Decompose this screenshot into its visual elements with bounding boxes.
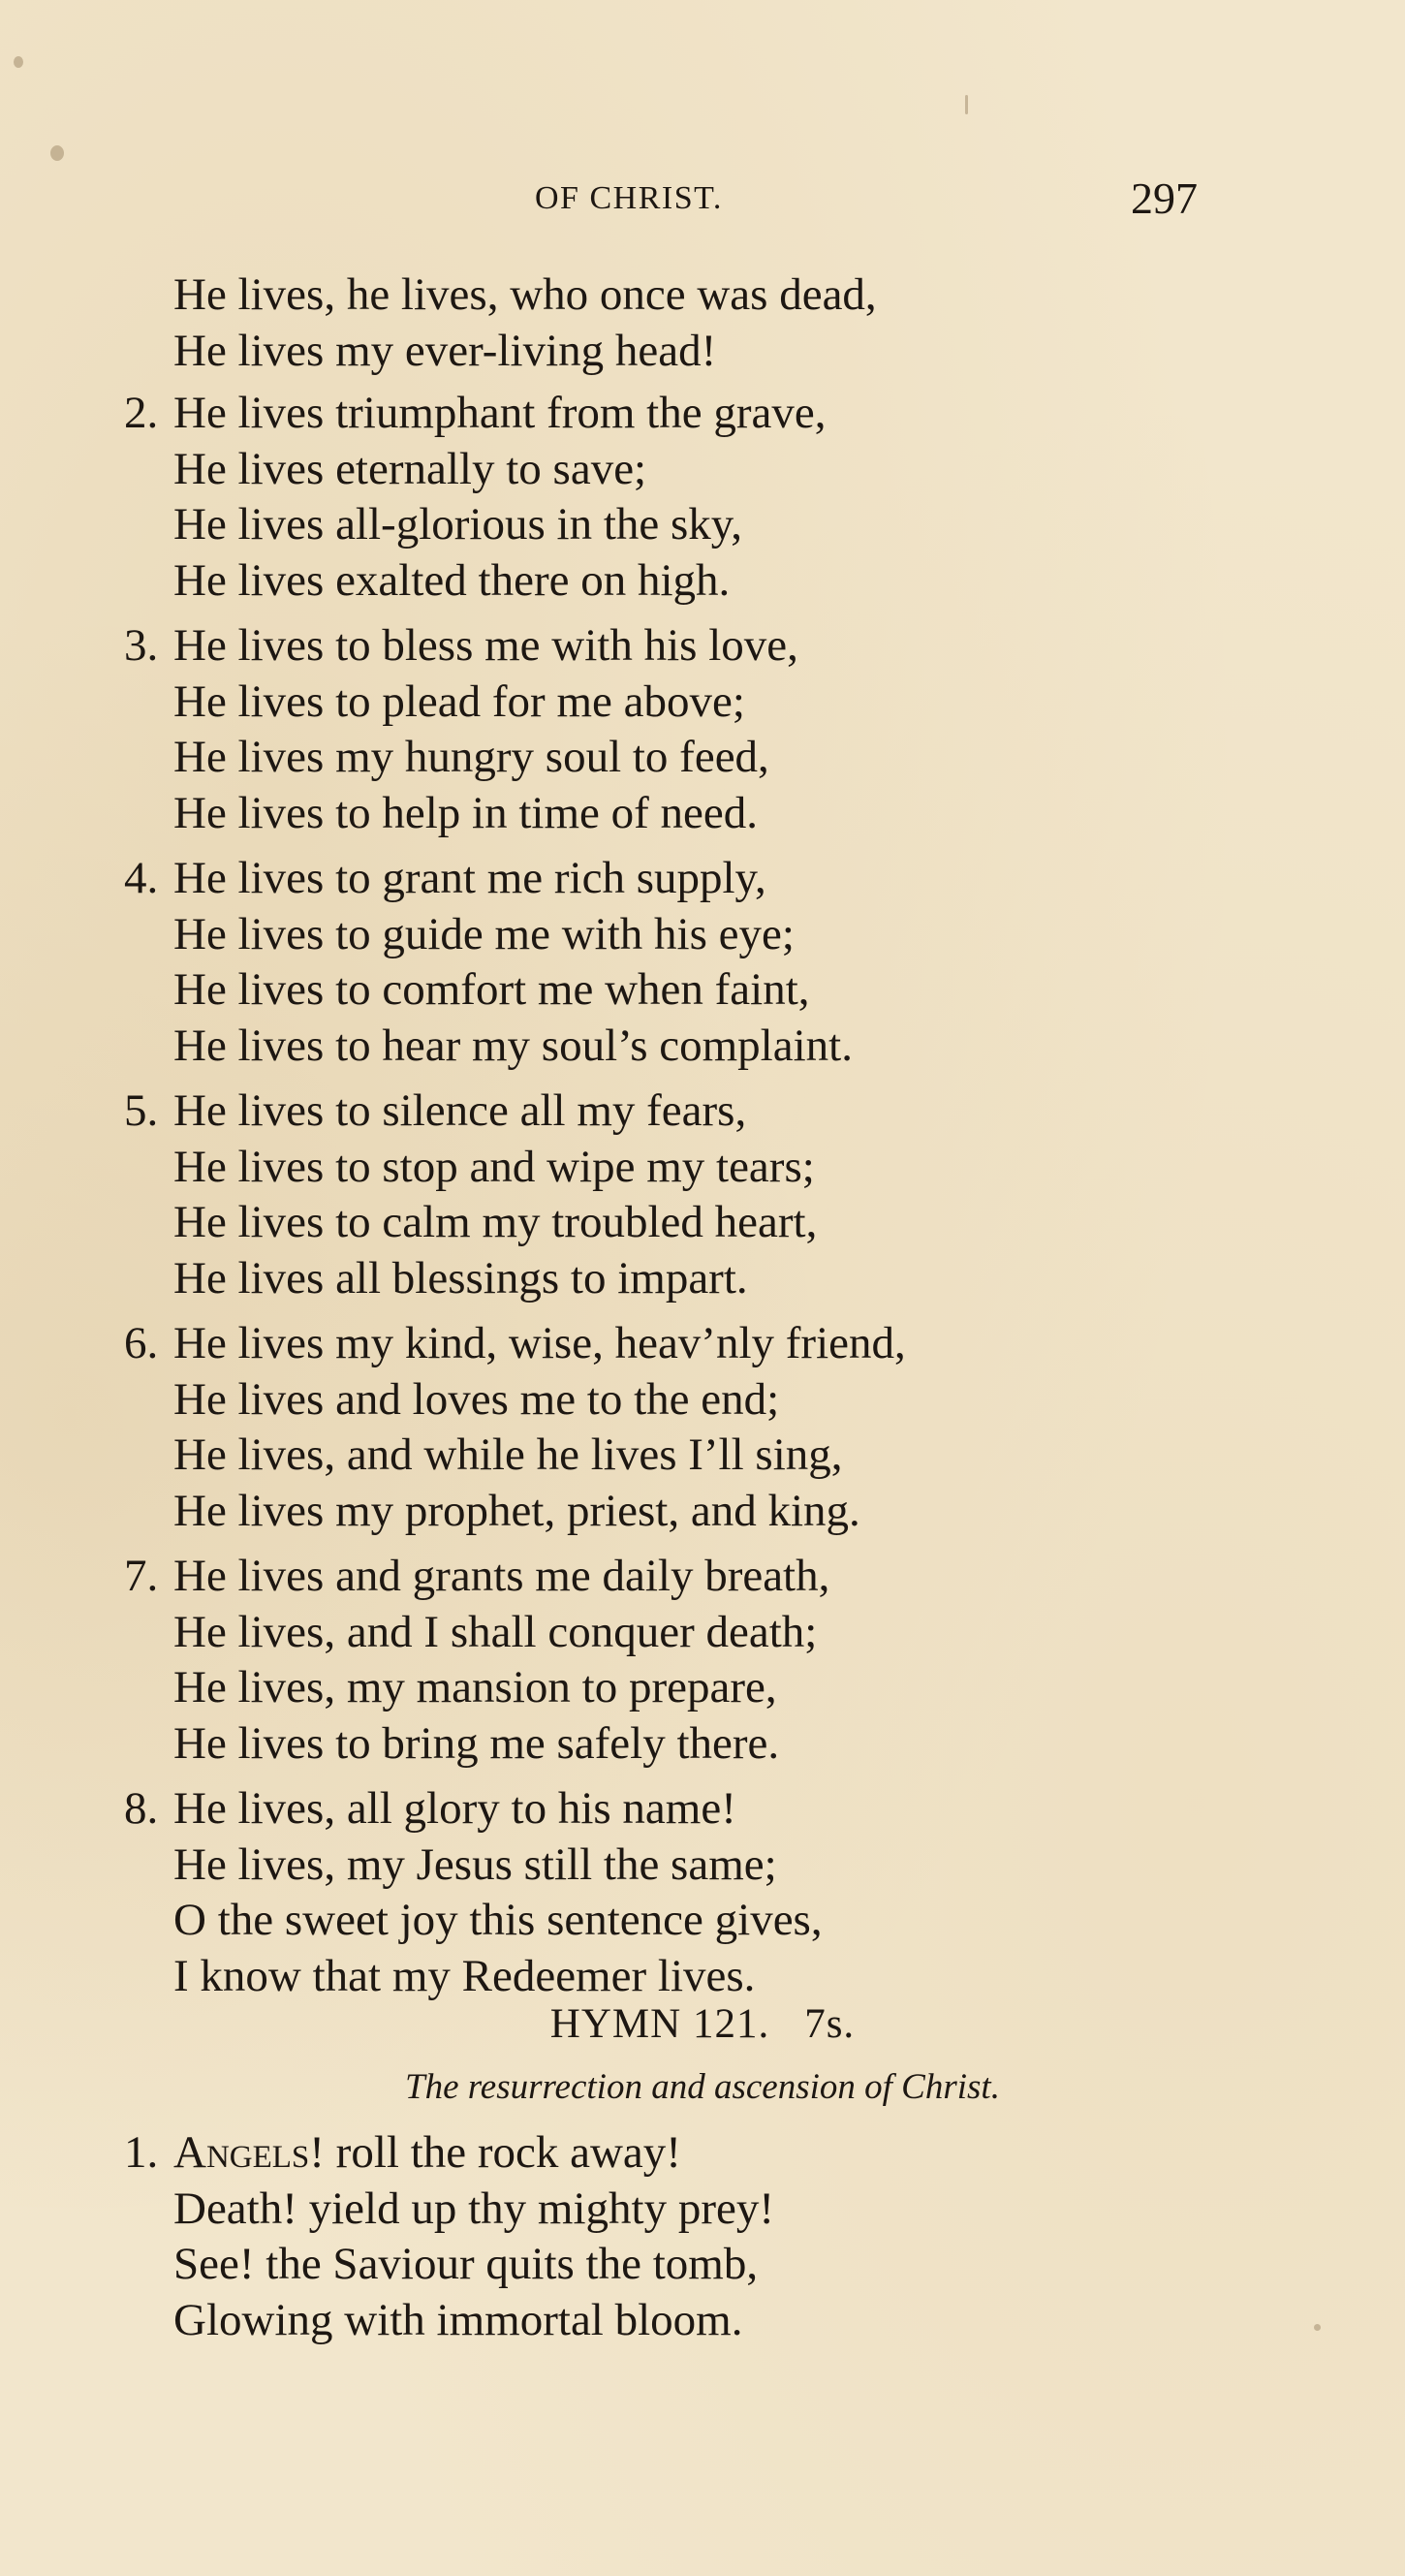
verse-line [124, 2293, 1326, 2349]
verse-line-text: He lives to guide me with his eye; [173, 908, 795, 959]
verse-number: 7. [124, 1551, 159, 1601]
verse-line-text: He lives to silence all my fears, [173, 1085, 747, 1136]
verse-number: 4. [124, 853, 159, 903]
verse-line [124, 1781, 1326, 1838]
verse-line-text: He lives to plead for me above; [173, 675, 745, 727]
stanza [124, 618, 1326, 841]
verse-number: 6. [124, 1318, 159, 1368]
verse-line-text: He lives to help in time of need. [173, 787, 759, 838]
verse-line [124, 1949, 1326, 2005]
hymn-heading [0, 2000, 1405, 2048]
verse-line [124, 553, 1326, 610]
verse-line-text: ! roll the rock away! [309, 2127, 681, 2178]
verse-line [124, 675, 1326, 731]
verse-number: 5. [124, 1085, 159, 1136]
verse-line [124, 2237, 1326, 2293]
verse-line-text: He lives triumphant from the grave, [173, 388, 827, 438]
verse-line-text: Glowing with immortal bloom. [173, 2294, 743, 2345]
verse-line [124, 1428, 1326, 1484]
verse-line-text: He lives all-glorious in the sky, [173, 499, 742, 550]
verse-line-text: He lives to grant me rich supply, [173, 853, 766, 903]
verse-line [124, 1605, 1326, 1661]
stanza [124, 1084, 1326, 1306]
verse-line [124, 786, 1326, 842]
stanza [124, 1781, 1326, 2004]
next-hymn-stanza [124, 2125, 1326, 2348]
hymn-number: HYMN 121. [549, 2001, 770, 2047]
opening-word: Angels [173, 2127, 310, 2178]
verse-line [124, 1019, 1326, 1075]
verse-line-text: He lives and grants me daily breath, [173, 1551, 830, 1601]
verse-line [124, 1838, 1326, 1894]
verse-line [124, 1084, 1326, 1140]
verse-line-text: See! the Saviour quits the tomb, [173, 2239, 759, 2289]
verse-line-text: He lives to bless me with his love, [173, 620, 798, 671]
verse-line [124, 497, 1326, 553]
verse-line-text: He lives my hungry soul to feed, [173, 732, 769, 782]
verse-line-text: He lives, my Jesus still the same; [173, 1838, 777, 1890]
verse-line [124, 386, 1326, 442]
stanza [124, 267, 1326, 379]
verse-line [124, 1893, 1326, 1949]
verse-number: 8. [124, 1783, 159, 1834]
verse-number: 3. [124, 620, 159, 671]
page-header [0, 171, 1405, 229]
stanza [124, 1549, 1326, 1772]
verse-line [124, 851, 1326, 907]
verse-line [124, 730, 1326, 786]
verse-line [124, 2125, 1326, 2182]
verse-line-text: He lives, he lives, who once was dead, [173, 269, 877, 320]
verse-line [124, 2182, 1326, 2238]
hymn-meter: 7s. [804, 2001, 856, 2047]
verse-line-text: He lives to comfort me when faint, [173, 964, 810, 1015]
paper-speck [50, 145, 64, 161]
verse-line [124, 962, 1326, 1019]
verse-line-text: He lives, my mansion to prepare, [173, 1662, 777, 1712]
verse-line [124, 907, 1326, 963]
hymn-continuation [124, 267, 1326, 2004]
verse-number: 1. [124, 2127, 159, 2178]
verse-line [124, 1316, 1326, 1372]
verse-line [124, 1716, 1326, 1773]
page-number: 297 [1131, 173, 1198, 223]
verse-line [124, 1549, 1326, 1605]
verse-number: 2. [124, 388, 159, 438]
hymn-subtitle: The resurrection and ascension of Christ. [405, 2067, 1000, 2107]
paper-speck [14, 56, 23, 68]
verse-line [124, 267, 1326, 324]
verse-line-text: He lives, and I shall conquer death; [173, 1606, 818, 1657]
verse-line [124, 1660, 1326, 1716]
verse-line [124, 1484, 1326, 1540]
verse-line [124, 442, 1326, 498]
verse-line [124, 1251, 1326, 1307]
running-head: OF CHRIST. [535, 180, 723, 216]
paper-speck [965, 95, 968, 114]
verse-line-text: He lives to stop and wipe my tears; [173, 1141, 815, 1192]
verse-line-text: O the sweet joy this sentence gives, [173, 1895, 823, 1945]
verse-line [124, 618, 1326, 675]
verse-line-text: He lives exalted there on high. [173, 554, 731, 606]
verse-line-text: He lives eternally to save; [173, 443, 647, 494]
verse-line-text: He lives, all glory to his name! [173, 1783, 736, 1834]
verse-line-text: He lives to calm my troubled heart, [173, 1197, 818, 1247]
verse-line [124, 1140, 1326, 1196]
verse-line [124, 324, 1326, 380]
verse-line-text: He lives and loves me to the end; [173, 1373, 780, 1425]
verse-line-text: He lives my prophet, priest, and king. [173, 1485, 860, 1536]
verse-line-text: He lives to bring me safely there. [173, 1717, 780, 1769]
verse-line-text: He lives, and while he lives I’ll sing, [173, 1429, 843, 1480]
stanza [124, 1316, 1326, 1539]
stanza [124, 851, 1326, 1074]
verse-line-text: He lives my ever-living head! [173, 325, 717, 376]
verse-line [124, 1195, 1326, 1251]
verse-line-text: Death! yield up thy mighty prey! [173, 2183, 774, 2234]
stanza [124, 386, 1326, 609]
verse-line [124, 1372, 1326, 1429]
verse-line-text: He lives to hear my soul’s complaint. [173, 1020, 853, 1071]
verse-line-text: He lives all blessings to impart. [173, 1252, 748, 1304]
verse-line-text: I know that my Redeemer lives. [173, 1950, 756, 2001]
verse-line-text: He lives my kind, wise, heav’nly friend, [173, 1318, 906, 1368]
